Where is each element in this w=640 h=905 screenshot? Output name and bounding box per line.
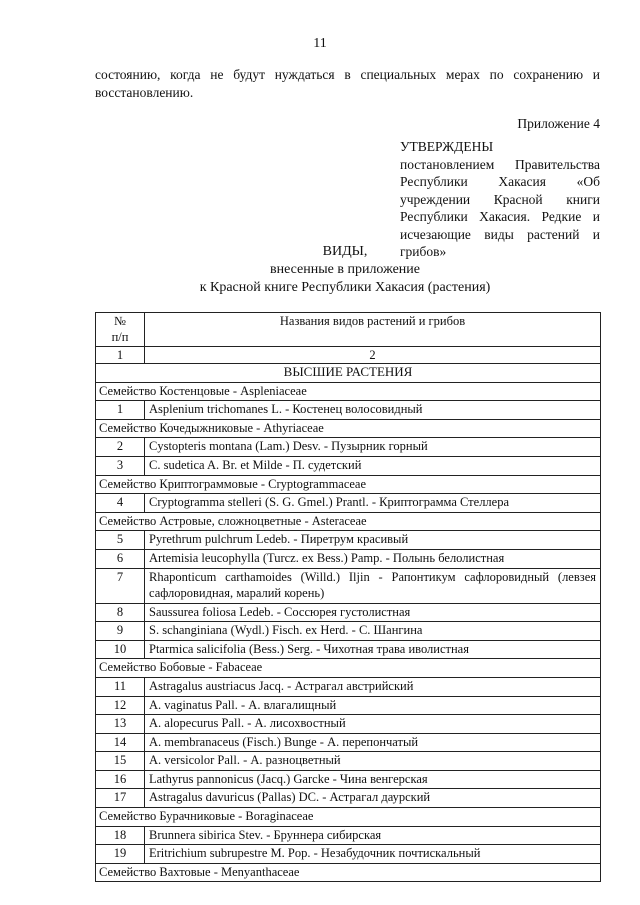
family-row xyxy=(96,419,601,438)
table-row xyxy=(96,715,601,734)
approval-title: УТВЕРЖДЕНЫ xyxy=(400,139,494,154)
group-name: ВЫСШИЕ РАСТЕНИЯ xyxy=(96,364,601,383)
table-row xyxy=(96,401,601,420)
species-number: 15 xyxy=(96,752,145,771)
family-row xyxy=(96,512,601,531)
species-number: 13 xyxy=(96,715,145,734)
species-number: 14 xyxy=(96,733,145,752)
family-name: Семейство Вахтовые - Menyanthaceae xyxy=(96,863,601,882)
family-name: Семейство Кочедыжниковые - Athyriaceae xyxy=(96,419,601,438)
family-name: Семейство Криптограммовые - Cryptogrammaceae xyxy=(96,475,601,494)
species-number: 1 xyxy=(96,401,145,420)
species-number: 3 xyxy=(96,456,145,475)
species-name: C. sudetica A. Br. et Milde - П. судетский xyxy=(145,456,601,475)
species-name: S. schanginiana (Wydl.) Fisch. ex Herd. - С. Шангина xyxy=(145,622,601,641)
table-row xyxy=(96,531,601,550)
intro-paragraph: состоянию, когда не будут нуждаться в специальных мерах по сохранению и восстановлению. xyxy=(95,67,600,100)
species-name: Saussurea foliosa Ledeb. - Соссюрея густолистная xyxy=(145,603,601,622)
table-row xyxy=(96,640,601,659)
family-name: Семейство Бурачниковые - Boraginaceae xyxy=(96,808,601,827)
table-row xyxy=(96,733,601,752)
column-number-row xyxy=(96,347,601,364)
species-table xyxy=(95,312,601,882)
species-number: 11 xyxy=(96,677,145,696)
page-number: 11 xyxy=(313,36,327,51)
species-name: Lathyrus pannonicus (Jacq.) Garcke - Чина венгерская xyxy=(145,770,601,789)
family-row xyxy=(96,382,601,401)
species-number: 16 xyxy=(96,770,145,789)
table-row xyxy=(96,438,601,457)
species-number: 2 xyxy=(96,438,145,457)
table-row xyxy=(96,826,601,845)
family-name: Семейство Бобовые - Fabaceae xyxy=(96,659,601,678)
species-name: A. vaginatus Pall. - А. влагалищный xyxy=(145,696,601,715)
species-number: 6 xyxy=(96,549,145,568)
table-row xyxy=(96,845,601,864)
species-number: 4 xyxy=(96,494,145,513)
table-row xyxy=(96,603,601,622)
table-row xyxy=(96,568,601,603)
species-number: 10 xyxy=(96,640,145,659)
species-name: Eritrichium subrupestre M. Pop. - Незабудочник почтискальный xyxy=(145,845,601,864)
species-number: 12 xyxy=(96,696,145,715)
table-row xyxy=(96,456,601,475)
list-title-line3: к Красной книге Республики Хакасия (растения) xyxy=(199,280,491,295)
table-row xyxy=(96,770,601,789)
species-name: A. versicolor Pall. - А. разноцветный xyxy=(145,752,601,771)
species-name: Brunnera sibirica Stev. - Бруннера сибирская xyxy=(145,826,601,845)
table-row xyxy=(96,549,601,568)
species-number: 7 xyxy=(96,568,145,603)
species-name: Rhaponticum carthamoides (Willd.) Iljin - Рапонтикум сафлоровидный (левзея сафлоровидная, маралий корень) xyxy=(145,568,601,603)
species-name: Astragalus austriacus Jacq. - Астрагал австрийский xyxy=(145,677,601,696)
species-name: Astragalus davuricus (Pallas) DC. - Астрагал даурский xyxy=(145,789,601,808)
species-number: 17 xyxy=(96,789,145,808)
species-number: 19 xyxy=(96,845,145,864)
list-title xyxy=(0,243,640,297)
column-number-1: 1 xyxy=(96,347,145,364)
approval-body: постановлением Правительства Республики Хакасия «Об учреждении Красной книги Республики Хакасия. Редкие и исчезающие виды растений и грибов» xyxy=(400,156,600,259)
table-row xyxy=(96,696,601,715)
family-name: Семейство Астровые, сложноцветные - Asteraceae xyxy=(96,512,601,531)
species-number: 18 xyxy=(96,826,145,845)
species-number: 9 xyxy=(96,622,145,641)
table-row xyxy=(96,752,601,771)
table-row xyxy=(96,494,601,513)
header-num: № п/п xyxy=(96,313,145,347)
species-name: Ptarmica salicifolia (Bess.) Serg. - Чихотная трава иволистная xyxy=(145,640,601,659)
group-row xyxy=(96,364,601,383)
appendix-number: Приложение 4 xyxy=(517,116,600,131)
species-name: Cystopteris montana (Lam.) Desv. - Пузырник горный xyxy=(145,438,601,457)
species-number: 8 xyxy=(96,603,145,622)
species-number: 5 xyxy=(96,531,145,550)
family-name: Семейство Костенцовые - Aspleniaceae xyxy=(96,382,601,401)
table-header-row xyxy=(96,313,601,347)
column-number-2: 2 xyxy=(145,347,601,364)
species-name: Artemisia leucophylla (Turcz. ex Bess.) Pamp. - Полынь белолистная xyxy=(145,549,601,568)
family-row xyxy=(96,475,601,494)
family-row xyxy=(96,863,601,882)
family-row xyxy=(96,659,601,678)
header-name: Названия видов растений и грибов xyxy=(145,313,601,347)
species-name: Cryptogramma stelleri (S. G. Gmel.) Prantl. - Криптограмма Стеллера xyxy=(145,494,601,513)
species-name: A. alopecurus Pall. - А. лисохвостный xyxy=(145,715,601,734)
species-name: Pyrethrum pulchrum Ledeb. - Пиретрум красивый xyxy=(145,531,601,550)
list-title-line1: ВИДЫ, xyxy=(322,244,368,259)
table-row xyxy=(96,677,601,696)
species-name: A. membranaceus (Fisch.) Bunge - А. перепончатый xyxy=(145,733,601,752)
species-name: Asplenium trichomanes L. - Костенец волосовидный xyxy=(145,401,601,420)
table-row xyxy=(96,789,601,808)
table-row xyxy=(96,622,601,641)
family-row xyxy=(96,808,601,827)
list-title-line2: внесенные в приложение xyxy=(269,262,420,277)
